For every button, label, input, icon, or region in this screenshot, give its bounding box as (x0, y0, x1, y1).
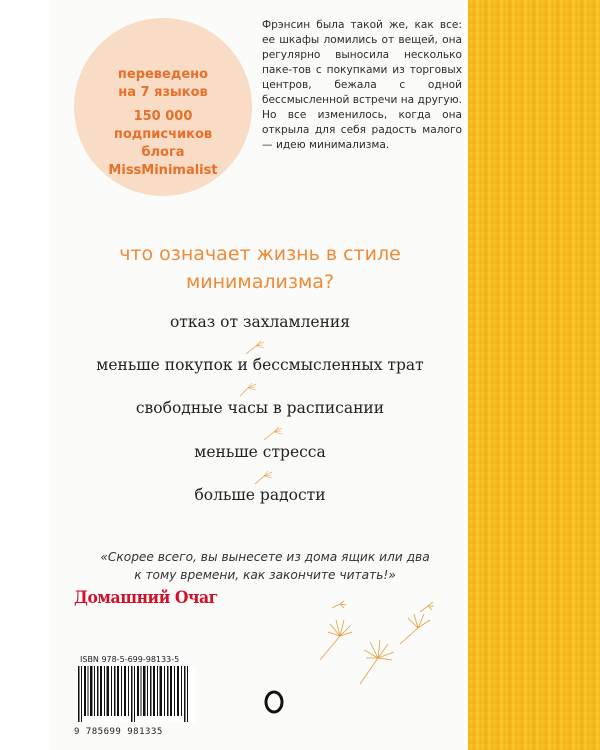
barcode-digits: 9 785699 981335 (74, 727, 163, 737)
spine-texture (468, 0, 600, 750)
badge-line-translated: переведено (117, 67, 209, 82)
benefit-item: меньше стресса (194, 443, 326, 461)
section-question (70, 240, 450, 296)
badge-line-blog: блога (141, 145, 185, 160)
badge-line-count: 150 000 (133, 109, 193, 124)
benefit-item: свободные часы в расписании (135, 399, 385, 417)
badge-line-subscribers: подписчиков (113, 127, 213, 142)
dandelion-seeds-icon (300, 600, 470, 690)
badge-line-languages: на 7 языков (118, 85, 208, 100)
question-line-1: что означает жизнь в стиле (119, 243, 401, 265)
quote-line-1: «Скорее всего, вы вынесете из дома ящик или два (100, 550, 430, 564)
isbn-text: ISBN 978-5-699-98133-5 (80, 655, 180, 664)
seed-icon (236, 382, 258, 398)
publisher-logo-icon (260, 688, 288, 716)
question-line-2: минимализма? (185, 271, 335, 293)
barcode-icon (76, 666, 196, 722)
seed-icon (252, 470, 274, 486)
quote-line-2: к тому времени, как закончите читать!» (134, 568, 396, 582)
review-quote (70, 548, 460, 584)
translation-badge (74, 18, 252, 196)
benefit-item: отказ от захламления (169, 313, 351, 331)
benefit-item: меньше покупок и бессмысленных трат (96, 356, 424, 374)
magazine-logo: Домашний Очаг (74, 588, 218, 608)
description-paragraph: Фрэнсин была такой же, как все: ее шкафы ломились от вещей, она регулярно выносила несколько паке-тов с покупками из торговых центров, бежала с одной бессмысленной встречи на другую. Но все изменилось, когда она открыла для себя радость малого — идею минимализма. (262, 19, 462, 151)
seed-icon (262, 426, 284, 442)
seed-icon (244, 340, 266, 356)
badge-line-blog-name: MissMinimalist (108, 163, 218, 178)
badge-text (74, 66, 252, 180)
barcode (76, 666, 196, 722)
benefit-item: больше радости (194, 486, 326, 504)
